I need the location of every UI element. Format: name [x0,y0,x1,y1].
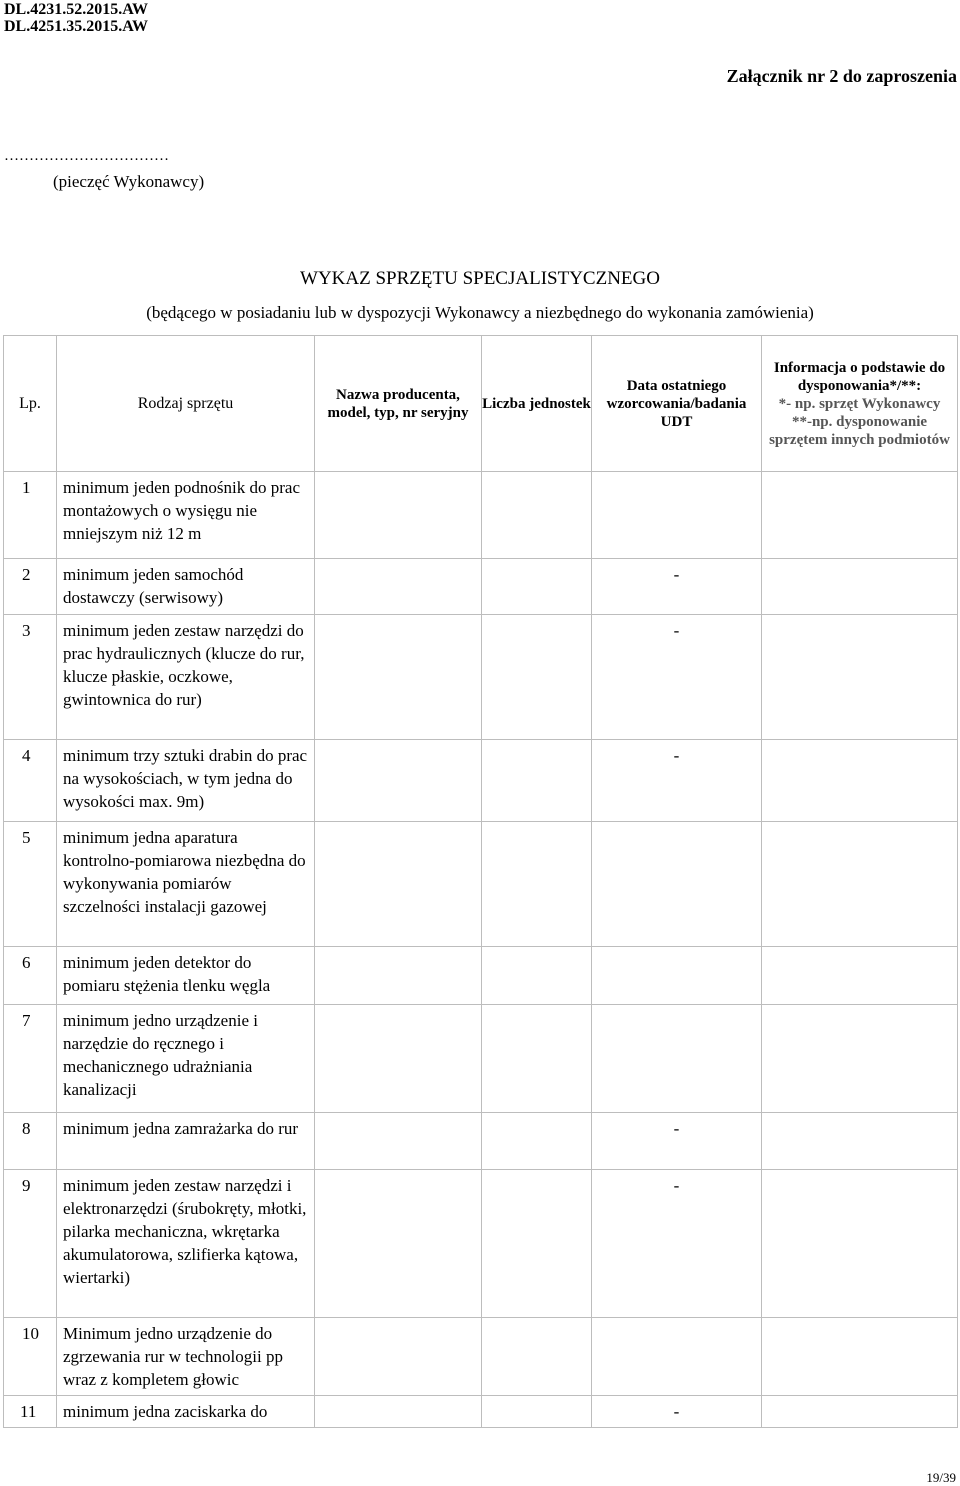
table-row [4,947,958,1005]
table-row [4,615,958,740]
row-units-cell[interactable] [482,1005,592,1113]
row-producer-cell[interactable] [315,559,482,615]
row-date-cell[interactable]: - [592,615,762,740]
row-units-cell[interactable] [482,1318,592,1396]
row-lp: 6 [4,947,57,1005]
page-number: 19/39 [926,1470,956,1485]
header-calibration-date: Data ostatniego wzorcowania/badania UDT [592,336,762,472]
row-date-cell[interactable]: - [592,740,762,822]
row-description: minimum jedna zamrażarka do rur [57,1113,315,1170]
stamp-dotted-line: …………………………… [4,148,169,164]
reference-number-2: DL.4251.35.2015.AW [4,18,149,35]
row-description: Minimum jedno urządzenie do zgrzewania rur w technologii pp wraz z kompletem głowic [57,1318,315,1396]
table-row [4,472,958,559]
row-producer-cell[interactable] [315,1396,482,1428]
row-info-cell[interactable] [762,740,958,822]
row-units-cell[interactable] [482,740,592,822]
table-header-row [4,336,958,472]
row-lp: 8 [4,1113,57,1170]
row-producer-cell[interactable] [315,1170,482,1318]
row-producer-cell[interactable] [315,947,482,1005]
info-line-3: **-np. dysponowanie sprzętem innych podmiotów [769,413,950,448]
table-row [4,1318,958,1396]
header-lp: Lp. [4,336,57,472]
row-date-cell[interactable]: - [592,559,762,615]
row-units-cell[interactable] [482,472,592,559]
row-lp: 2 [4,559,57,615]
header-availability-info [762,336,958,472]
row-producer-cell[interactable] [315,1318,482,1396]
stamp-label: (pieczęć Wykonawcy) [53,172,205,191]
table-row [4,1113,958,1170]
annex-title: Załącznik nr 2 do zaproszenia [726,66,957,86]
row-info-cell[interactable] [762,472,958,559]
row-date-cell[interactable] [592,947,762,1005]
row-producer-cell[interactable] [315,615,482,740]
row-description: minimum jeden detektor do pomiaru stężenia tlenku węgla [57,947,315,1005]
row-info-cell[interactable] [762,615,958,740]
row-info-cell[interactable] [762,822,958,947]
row-description: minimum jeden samochód dostawczy (serwisowy) [57,559,315,615]
row-description: minimum trzy sztuki drabin do prac na wysokościach, w tym jedna do wysokości max. 9m) [57,740,315,822]
row-lp: 4 [4,740,57,822]
info-line-2: *- np. sprzęt Wykonawcy [778,395,941,412]
row-units-cell[interactable] [482,822,592,947]
header-units: Liczba jednostek [482,336,592,472]
row-description: minimum jedna zaciskarka do [57,1396,315,1428]
row-description: minimum jedna aparatura kontrolno-pomiarowa niezbędna do wykonywania pomiarów szczelności instalacji gazowej [57,822,315,947]
row-description: minimum jeden zestaw narzędzi do prac hydraulicznych (klucze do rur, klucze płaskie, oczkowe, gwintownica do rur) [57,615,315,740]
row-info-cell[interactable] [762,1318,958,1396]
row-date-cell[interactable] [592,822,762,947]
row-producer-cell[interactable] [315,740,482,822]
reference-number-1: DL.4231.52.2015.AW [4,1,149,18]
row-info-cell[interactable] [762,1005,958,1113]
row-lp: 7 [4,1005,57,1113]
row-date-cell[interactable]: - [592,1113,762,1170]
row-description: minimum jeden podnośnik do prac montażowych o wysięgu nie mniejszym niż 12 m [57,472,315,559]
row-producer-cell[interactable] [315,822,482,947]
header-producer: Nazwa producenta, model, typ, nr seryjny [315,336,482,472]
row-info-cell[interactable] [762,1396,958,1428]
row-info-cell[interactable] [762,559,958,615]
row-date-cell[interactable]: - [592,1170,762,1318]
table-row [4,1396,958,1428]
row-units-cell[interactable] [482,1113,592,1170]
row-lp: 9 [4,1170,57,1318]
row-units-cell[interactable] [482,1170,592,1318]
row-description: minimum jeden zestaw narzędzi i elektronarzędzi (śrubokręty, młotki, pilarka mechaniczna, wkrętarka akumulatorowa, szlifierka kątowa, wiertarki) [57,1170,315,1318]
info-line-1: Informacja o podstawie do dysponowania*/**: [773,359,946,394]
row-producer-cell[interactable] [315,1005,482,1113]
row-date-cell[interactable]: - [592,1396,762,1428]
row-lp: 1 [4,472,57,559]
header-equipment-type: Rodzaj sprzętu [57,336,315,472]
row-info-cell[interactable] [762,947,958,1005]
row-producer-cell[interactable] [315,472,482,559]
row-description: minimum jedno urządzenie i narzędzie do ręcznego i mechanicznego udrażniania kanalizacji [57,1005,315,1113]
table-row [4,740,958,822]
row-info-cell[interactable] [762,1170,958,1318]
row-lp: 5 [4,822,57,947]
row-lp: 10 [4,1318,57,1396]
row-date-cell[interactable] [592,1318,762,1396]
row-units-cell[interactable] [482,559,592,615]
document-title: WYKAZ SPRZĘTU SPECJALISTYCZNEGO [300,268,660,289]
table-row [4,1170,958,1318]
table-row [4,559,958,615]
row-units-cell[interactable] [482,615,592,740]
row-units-cell[interactable] [482,1396,592,1428]
row-units-cell[interactable] [482,947,592,1005]
table-row [4,1005,958,1113]
table-row [4,822,958,947]
row-lp: 11 [4,1396,57,1428]
row-producer-cell[interactable] [315,1113,482,1170]
row-date-cell[interactable] [592,472,762,559]
equipment-table [3,335,958,1428]
row-info-cell[interactable] [762,1113,958,1170]
row-lp: 3 [4,615,57,740]
row-date-cell[interactable] [592,1005,762,1113]
document-subtitle: (będącego w posiadaniu lub w dyspozycji Wykonawcy a niezbędnego do wykonania zamówienia) [146,303,814,322]
